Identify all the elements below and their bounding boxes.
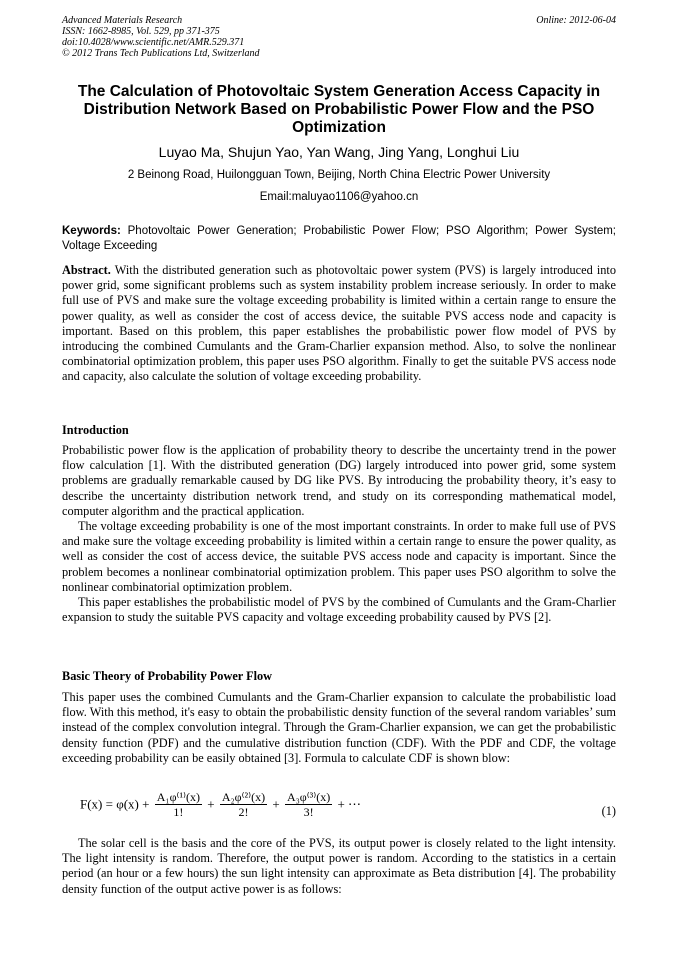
- keywords-label: Keywords:: [62, 225, 121, 237]
- theory-paragraph-1: This paper uses the combined Cumulants and the Gram-Charlier expansion to calculate the probabilistic load flow. With this method, it's easy to obtain the probabilistic density function of the several random variables’ sum instead of the complex convolution integral. Through the Gram-Charlier expansion, we can get the probabilistic density function (PDF) and the cumulative distribution function (CDF). With the PDF and CDF, the voltage exceeding probability can be easily obtained [3]. Formula to calculate CDF is shown blow:: [62, 690, 616, 765]
- author-list: Luyao Ma, Shujun Yao, Yan Wang, Jing Yang, Longhui Liu: [158, 144, 520, 160]
- formula-term-3: $\frac{\text{A₃φ⁽³⁾(x)}}{3!}$: [286, 790, 331, 819]
- formula-lhs: F(x) = φ(x) +: [80, 796, 150, 812]
- abstract-label: Abstract.: [62, 263, 111, 277]
- theory-body-2: [62, 836, 616, 897]
- author-email: Email:maluyao1106@yahoo.cn: [259, 191, 419, 203]
- basic-theory-body: [62, 690, 616, 766]
- abstract: [62, 263, 616, 385]
- affiliation: 2 Beinong Road, Huilongguan Town, Beijing, North China Electric Power University: [127, 169, 551, 181]
- copyright-line: © 2012 Trans Tech Publications Ltd, Switzerland: [62, 48, 260, 59]
- formula-term-1: $\frac{\text{A₁φ⁽¹⁾(x)}}{1!}$: [156, 790, 200, 819]
- formula-term-2: $\frac{\text{A₂φ⁽²⁾(x)}}{2!}$: [221, 790, 266, 819]
- doi-line: doi:10.4028/www.scientific.net/AMR.529.371: [62, 37, 245, 48]
- running-header: [62, 15, 616, 59]
- intro-paragraph-3: This paper establishes the probabilistic model of PVS by the combined of Cumulants and the Gram-Charlier expansion to study the suitable PVS capacity and voltage exceeding probability caused by PVS [2].: [62, 595, 616, 625]
- intro-paragraph-1: Probabilistic power flow is the application of probability theory to describe the uncertainty trend in the power flow calculation [1]. With the distributed generation (DG) largely introduced into power grid, some system problems are gradually remarkable caused by DG like PVS. By introducing the probability theory, it’s easy to describe the uncertainty distribution network trend, and study on its corresponding mathematical model, computer algorithm and the practical application.: [62, 443, 616, 518]
- keywords-text: Photovoltaic Power Generation; Probabilistic Power Flow; PSO Algorithm; Power System; Voltage Exceeding: [62, 225, 616, 252]
- abstract-text: With the distributed generation such as photovoltaic power system (PVS) is largely introduced into power grid, some significant problems such as system instability problem increase seriously. In order to make full use of PVS and make sure the voltage exceeding probability is limited within a certain range to ensure the power quality, as well as consider the cost of access device, the suitable PVS access node and capacity is important. Based on this problem, this paper establishes the probabilistic power flow model of PVS by introducing the combined Cumulants and the Gram-Charlier expansion method. Also, to solve the nonlinear combinatorial optimization problem, this paper uses PSO algorithm. Finally to get the suitable PVS access node and capacity, also calculate the solution of voltage exceeding probability.: [62, 263, 617, 384]
- equation-number: (1): [601, 804, 616, 818]
- keywords: [62, 224, 616, 253]
- online-date: Online: 2012-06-04: [536, 15, 616, 26]
- introduction-heading: Introduction: [62, 423, 129, 437]
- cdf-formula: F(x) = φ(x) + $\frac{\text{A₁φ⁽¹⁾(x)}}{1!}$ + $\frac{\text{A₂φ⁽²⁾(x)}}{2!}$ + $\frac{\text{A₃φ⁽³⁾(x)}}{3!}$ + ⋯ (1): [80, 790, 616, 819]
- intro-paragraph-2: The voltage exceeding probability is one of the most important constraints. In order to make full use of PVS and make sure the voltage exceeding probability is limited within a certain range to ensure the power quality, as well as consider the cost of access device, the suitable PVS access node and capacity is important. Since the problem becomes a nonlinear combinatorial optimization problem. This paper uses PSO algorithm to solve the nonlinear combinatorial optimization problem.: [62, 519, 616, 594]
- introduction-body: [62, 443, 616, 625]
- theory-paragraph-2: The solar cell is the basis and the core of the PVS, its output power is closely related to the light intensity. The light intensity is random. Therefore, the output power is random. According to the statistics in a certain period (an hour or a few hours) the sun light intensity can approximate as Beta distribution [4]. The probability density function of the output active power is as follows:: [62, 836, 616, 896]
- basic-theory-heading: Basic Theory of Probability Power Flow: [62, 669, 273, 683]
- journal-name: Advanced Materials Research: [62, 15, 183, 26]
- formula-tail: + ⋯: [337, 796, 362, 812]
- paper-title: The Calculation of Photovoltaic System Generation Access Capacity in Distribution Network Based on Probabilistic Power Flow and the PSO Optimization: [77, 83, 601, 136]
- issn-line: ISSN: 1662-8985, Vol. 529, pp 371-375: [62, 26, 220, 37]
